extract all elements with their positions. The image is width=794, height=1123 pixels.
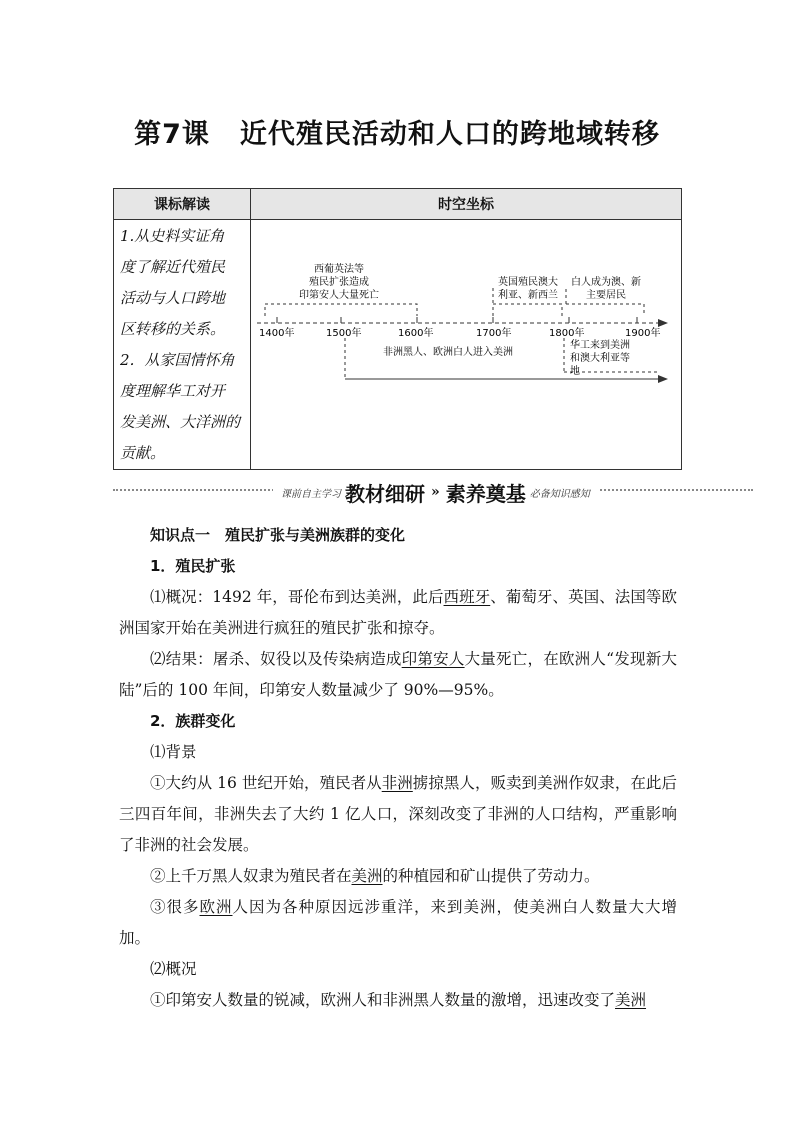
- underlined-term: 非洲: [381, 774, 413, 792]
- bracket-colonial-expansion: [265, 304, 417, 316]
- text: ②上千万黑人奴隶为殖民者在: [150, 867, 352, 885]
- migration-arrow-head: [658, 375, 668, 383]
- annotation-line: 印第安人大量死亡: [299, 290, 379, 301]
- paragraph: [119, 892, 677, 954]
- goal-line: 区转移的关系。: [120, 320, 226, 338]
- year-label: 1900年: [625, 328, 661, 339]
- paragraph: [119, 985, 677, 1016]
- underlined-term: 印第安人: [401, 650, 465, 668]
- underlined-term: 美洲: [351, 867, 383, 885]
- bracket-white-settlers-base: [566, 304, 644, 316]
- paragraph: [119, 861, 677, 892]
- year-label: 1600年: [398, 328, 434, 339]
- goal-line: 1.从史料实证角: [120, 227, 225, 245]
- section-heading: 2．族群变化: [150, 712, 236, 730]
- paragraph: [119, 582, 677, 644]
- text: ①大约从 16 世纪开始，殖民者从: [150, 774, 382, 792]
- knowledge-point-heading: 知识点一 殖民扩张与美洲族群的变化: [150, 526, 406, 544]
- text: 、葡萄牙、英国、法国等欧洲国家开始在美洲进行疯狂的殖民扩张和掠夺。: [119, 588, 677, 637]
- lesson-number: 第7课: [134, 119, 210, 150]
- paragraph: [119, 768, 677, 861]
- underlined-term: 美洲: [615, 991, 647, 1009]
- annotation-line: 和澳大利亚等: [570, 353, 630, 364]
- banner-main-2: 素养奠基: [445, 481, 526, 506]
- goal-line: 度理解华工对开: [120, 382, 226, 400]
- annotation-migration: 非洲黑人、欧洲白人进入美洲: [383, 347, 513, 358]
- table-header-standards: 课标解读: [114, 189, 251, 220]
- text: ⑵结果：屠杀、奴役以及传染病造成: [150, 650, 402, 668]
- annotation-line: 主要居民: [586, 290, 626, 301]
- goal-line: 发美洲、大洋洲的: [120, 413, 241, 431]
- banner-main-1: 教材细研: [345, 481, 425, 506]
- goal-line: 度了解近代殖民: [120, 258, 226, 276]
- text: 的种植园和矿山提供了劳动力。: [382, 867, 600, 885]
- annotation-line: 英国殖民澳大: [498, 277, 558, 288]
- underlined-term: 西班牙: [443, 588, 491, 606]
- year-label: 1800年: [549, 328, 585, 339]
- goal-line: 2．从家国情怀角: [120, 351, 235, 369]
- subsection-heading: ⑵概况: [150, 960, 197, 978]
- text: ⑴概况：1492 年，哥伦布到达美洲，此后: [150, 588, 444, 606]
- bracket-australia: [493, 304, 562, 316]
- timeline-diagram: [252, 220, 680, 468]
- section-banner: [113, 476, 753, 508]
- table-divider: [250, 219, 251, 469]
- goal-line: 贡献。: [120, 444, 166, 462]
- banner-text: [273, 476, 598, 508]
- paragraph: [119, 644, 677, 706]
- goal-line: 活动与人口跨地: [120, 289, 226, 307]
- page-title: [0, 112, 794, 151]
- annotation-line: 殖民扩张造成: [309, 277, 369, 288]
- text: 人因为各种原因远涉重洋，来到美洲，使美洲白人数量大大增加。: [119, 898, 677, 947]
- table-header-timeline: 时空坐标: [251, 189, 681, 220]
- lesson-content: [119, 520, 677, 1016]
- text: ③很多: [150, 898, 200, 916]
- subsection-heading: ⑴背景: [150, 743, 197, 761]
- annotation-line: 地: [570, 366, 580, 377]
- curriculum-table: [113, 188, 682, 470]
- banner-left-text: 课前自主学习: [281, 488, 341, 500]
- chevron-right-icon: »: [431, 484, 440, 500]
- annotation-line: 利亚、新西兰: [498, 290, 558, 301]
- annotation-line: 华工来到美洲: [570, 340, 630, 351]
- year-label: 1400年: [259, 328, 295, 339]
- banner-right-text: 必备知识感知: [529, 488, 590, 500]
- year-label: 1500年: [326, 328, 362, 339]
- timeline-axis-arrow: [658, 319, 668, 327]
- text: ①印第安人数量的锐减，欧洲人和非洲黑人数量的激增，迅速改变了: [150, 991, 616, 1009]
- underlined-term: 欧洲: [199, 898, 233, 916]
- lesson-title: 近代殖民活动和人口的跨地域转移: [239, 119, 660, 150]
- learning-goals: [120, 221, 244, 469]
- section-heading: 1．殖民扩张: [150, 557, 236, 575]
- annotation-line: 西葡英法等: [314, 264, 364, 275]
- annotation-line: 白人成为澳、新: [571, 277, 641, 288]
- year-label: 1700年: [476, 328, 512, 339]
- timeline-svg: [252, 220, 680, 468]
- text: 大量死亡，在欧洲人“发现新大陆”后的 100 年间，印第安人数量减少了 90%—95%。: [119, 650, 677, 699]
- text: 掳掠黑人，贩卖到美洲作奴隶，在此后三四百年间，非洲失去了大约 1 亿人口，深刻改变了非洲的人口结构，严重影响了非洲的社会发展。: [119, 774, 677, 854]
